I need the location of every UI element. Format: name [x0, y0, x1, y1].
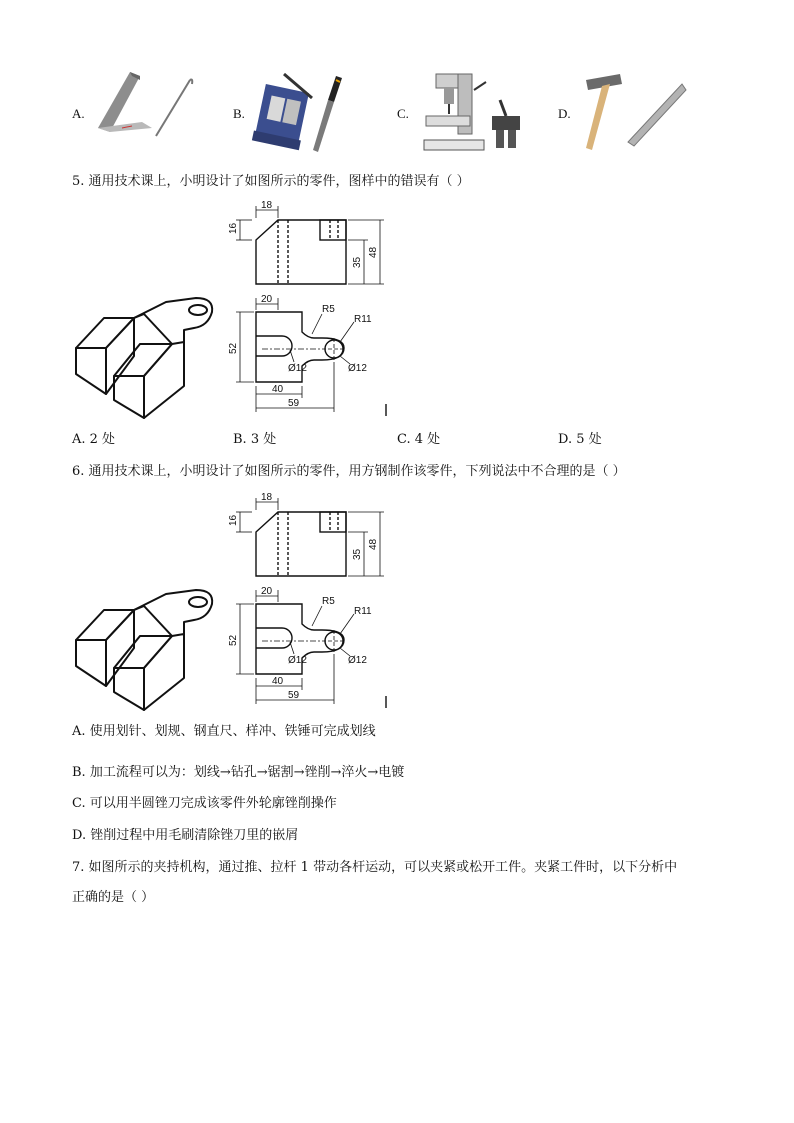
dim-52: 52	[228, 634, 239, 646]
q5-stem: 5. 通用技术课上，小明设计了如图所示的零件，图样中的错误有（ ）	[72, 174, 470, 189]
dim-40: 40	[272, 676, 284, 687]
drill-press-icon	[418, 70, 490, 154]
dim-phi12-left: Ø12	[288, 363, 307, 374]
part-isometric-view	[74, 290, 216, 422]
q7-stem-line2: 正确的是（ ）	[72, 890, 155, 905]
part-orthographic-views-q6	[222, 490, 392, 712]
q6-stem: 6. 通用技术课上，小明设计了如图所示的零件，用方钢制作该零件，下列说法中不合理的是（ ）	[72, 464, 626, 479]
dim-48: 48	[368, 538, 379, 550]
dim-16: 16	[228, 222, 239, 234]
dim-phi12-right: Ø12	[348, 363, 367, 374]
dim-r5: R5	[322, 304, 335, 315]
option-a-label: A.	[72, 106, 85, 121]
dim-35: 35	[352, 548, 363, 560]
dim-18: 18	[261, 492, 273, 503]
dim-59: 59	[288, 690, 300, 701]
dim-35: 35	[352, 256, 363, 268]
dim-r5: R5	[322, 596, 335, 607]
dim-20: 20	[261, 586, 273, 597]
part-isometric-view-q6	[74, 582, 216, 714]
dim-phi12-left: Ø12	[288, 655, 307, 666]
q6-option-a: A. 使用划针、划规、钢直尺、样冲、铁锤可完成划线	[72, 724, 376, 739]
file-icon	[310, 72, 346, 156]
q7-stem-line1: 7. 如图所示的夹持机构，通过推、拉杆 1 带动各杆运动，可以夹紧或松开工件。夹紧工件时，以下分析中	[72, 860, 678, 875]
q5-option-b: B. 3 处	[233, 432, 277, 447]
dim-r11: R11	[354, 314, 372, 325]
q5-option-c: C. 4 处	[397, 432, 441, 447]
q6-option-c: C. 可以用半圆锉刀完成该零件外轮廓锉削操作	[72, 796, 337, 811]
q6-option-b: B. 加工流程可以为：划线→钻孔→锯割→锉削→淬火→电镀	[72, 765, 405, 780]
option-c-label: C.	[397, 106, 409, 121]
square-icon	[92, 70, 154, 136]
hammer-icon	[580, 70, 630, 154]
dim-r11: R11	[354, 606, 372, 617]
q6-option-d: D. 锉削过程中用毛刷清除锉刀里的嵌屑	[72, 828, 299, 843]
dim-52: 52	[228, 342, 239, 354]
dim-59: 59	[288, 398, 300, 409]
dim-18: 18	[261, 200, 273, 211]
punch-icon	[624, 80, 688, 152]
option-b-label: B.	[233, 106, 245, 121]
dim-48: 48	[368, 246, 379, 258]
dim-16: 16	[228, 514, 239, 526]
flat-vise-icon	[488, 98, 524, 154]
scriber-icon	[150, 78, 194, 142]
dim-20: 20	[261, 294, 273, 305]
option-d-label: D.	[558, 106, 571, 121]
dim-40: 40	[272, 384, 284, 395]
part-orthographic-views	[222, 198, 392, 420]
dim-phi12-right: Ø12	[348, 655, 367, 666]
vise-icon	[254, 70, 316, 154]
q5-option-d: D. 5 处	[558, 432, 602, 447]
q5-option-a: A. 2 处	[72, 432, 116, 447]
